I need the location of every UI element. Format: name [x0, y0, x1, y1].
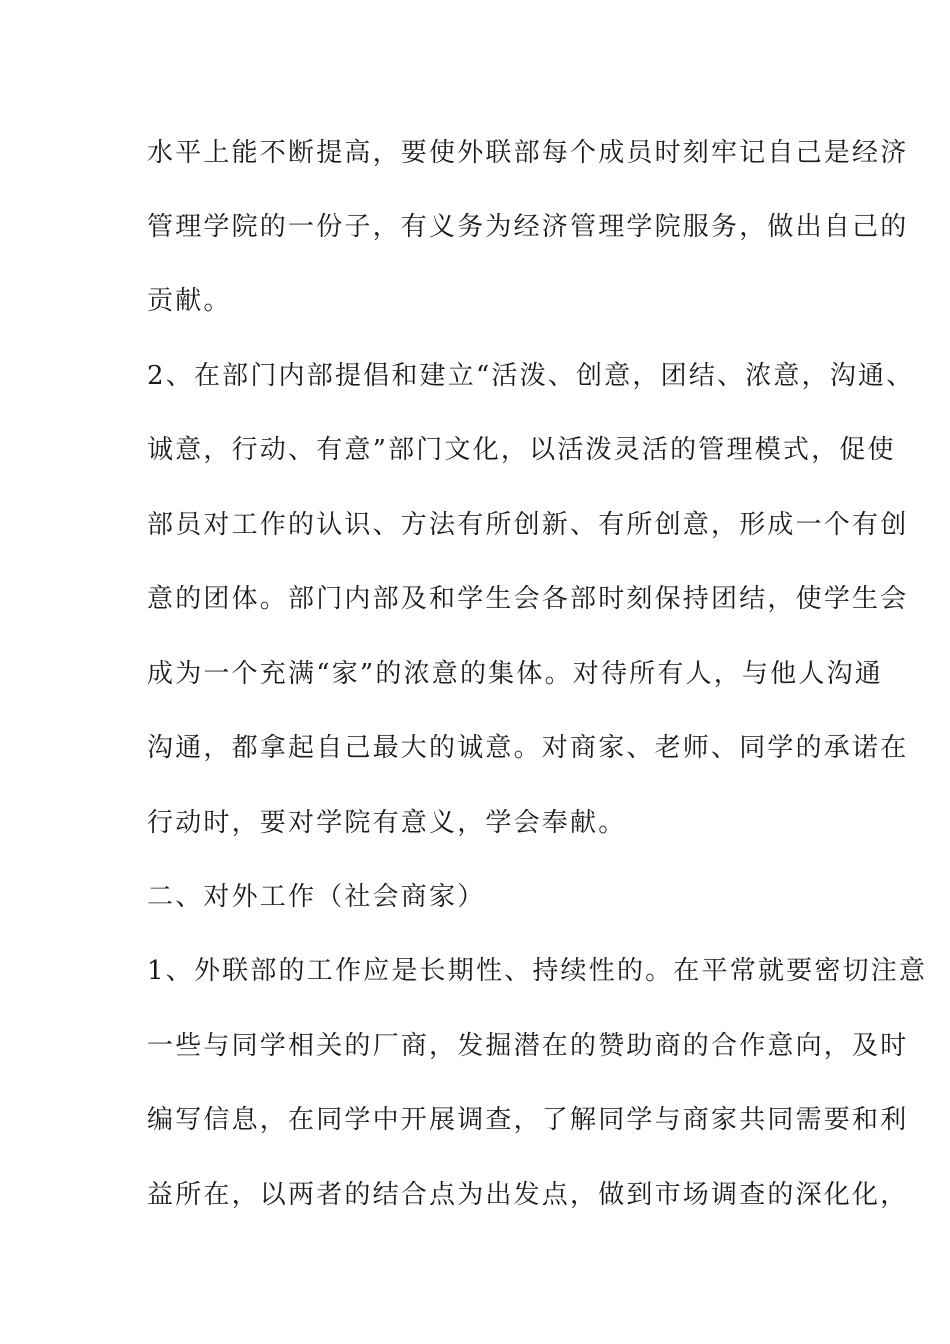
paragraph-line: 部员对工作的认识、方法有所创新、有所创意，形成一个有创 [147, 510, 909, 540]
section-heading: 二、对外工作（社会商家） [147, 882, 486, 912]
paragraph-line: 一些与同学相关的厂商，发掘潜在的赞助商的合作意向，及时 [147, 1031, 909, 1061]
paragraph-line: 益所在，以两者的结合点为出发点，做到市场调查的深化化， [147, 1180, 909, 1210]
paragraph-line: 诚意，行动、有意”部门文化，以活泼灵活的管理模式，促使 [147, 435, 896, 465]
paragraph-line: 水平上能不断提高，要使外联部每个成员时刻牢记自己是经济 [147, 138, 909, 168]
paragraph-line: 意的团体。部门内部及和学生会各部时刻保持团结，使学生会 [147, 584, 909, 614]
paragraph-line: 行动时，要对学院有意义，学会奉献。 [147, 808, 627, 838]
paragraph-line: 2、在部门内部提倡和建立“活泼、创意，团结、浓意，沟通、 [147, 361, 915, 391]
paragraph-line: 贡献。 [147, 286, 232, 316]
paragraph-line: 管理学院的一份子，有义务为经济管理学院服务，做出自己的 [147, 212, 909, 242]
paragraph-line: 1、外联部的工作应是长期性、持续性的。在平常就要密切注意 [147, 956, 928, 986]
paragraph-line: 编写信息，在同学中开展调查，了解同学与商家共同需要和利 [147, 1105, 909, 1135]
paragraph-line: 沟通，都拿起自己最大的诚意。对商家、老师、同学的承诺在 [147, 733, 909, 763]
paragraph-line: 成为一个充满“家”的浓意的集体。对待所有人，与他人沟通 [147, 659, 883, 689]
